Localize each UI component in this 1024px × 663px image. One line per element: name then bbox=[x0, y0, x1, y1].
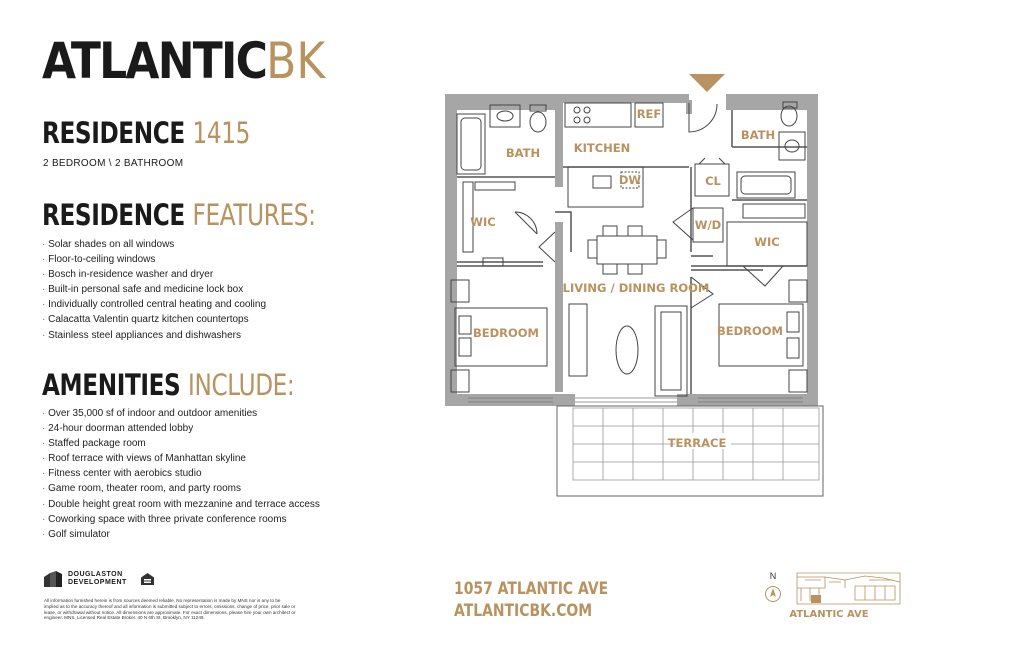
feature-item: · Floor-to-ceiling windows bbox=[42, 252, 266, 267]
room-label-bath-left: BATH bbox=[505, 146, 541, 160]
legal-disclaimer: All information furnished herein is from sources deemed reliable. No representation is made by MNS nor is any to be implied as to the accuracy thereof and all information is submitted subject to errors, omissions, change of price, prior sale or lease, or withdrawal without notice. All dimensions are approximate. For exact dimensions, please hire your own architect or engineer. MNS, Licensed Real Estate Broker. 40 N 6th St, Brooklyn, NY 11249. bbox=[44, 598, 296, 621]
street-address: 1057 ATLANTIC AVE bbox=[454, 579, 609, 599]
features-heading-accent: FEATURES: bbox=[192, 198, 316, 232]
feature-item: · Calacatta Valentin quartz kitchen countertops bbox=[42, 312, 266, 327]
room-label-wd: W/D bbox=[694, 218, 722, 232]
developer-name-line1: DOUGLASTON bbox=[68, 571, 123, 578]
amenity-item: · Fitness center with aerobics studio bbox=[42, 466, 320, 481]
amenities-heading bbox=[42, 368, 295, 402]
douglaston-logo-icon bbox=[44, 571, 62, 587]
entry-marker-icon bbox=[689, 74, 725, 92]
features-list bbox=[42, 237, 266, 343]
room-label-wic-right: WIC bbox=[754, 235, 780, 249]
amenity-item: · Double height great room with mezzanine and terrace access bbox=[42, 497, 320, 512]
north-label: N bbox=[769, 571, 777, 581]
room-label-bedroom-right: BEDROOM bbox=[716, 324, 784, 338]
room-label-cl: CL bbox=[705, 174, 721, 188]
room-label-ref: REF bbox=[636, 107, 662, 121]
feature-item: · Stainless steel appliances and dishwashers bbox=[42, 328, 266, 343]
feature-item: · Solar shades on all windows bbox=[42, 237, 266, 252]
room-label-terrace: TERRACE bbox=[667, 436, 727, 450]
amenities-heading-main: AMENITIES bbox=[42, 368, 181, 402]
room-label-bedroom-left: BEDROOM bbox=[472, 326, 540, 340]
features-heading-main: RESIDENCE bbox=[42, 198, 185, 232]
location-map bbox=[765, 568, 910, 624]
compass-icon bbox=[766, 587, 781, 602]
brand-logo bbox=[42, 32, 326, 90]
amenity-item: · Staffed package room bbox=[42, 436, 320, 451]
floor-plan bbox=[443, 72, 828, 502]
amenities-heading-accent: INCLUDE: bbox=[188, 368, 295, 402]
website: ATLANTICBK.COM bbox=[454, 601, 593, 621]
developer-logos bbox=[44, 571, 154, 587]
brand-main: ATLANTIC bbox=[42, 32, 267, 90]
residence-label: RESIDENCE bbox=[42, 116, 185, 150]
feature-item: · Individually controlled central heating and cooling bbox=[42, 297, 266, 312]
brand-accent: BK bbox=[266, 32, 326, 90]
features-heading bbox=[42, 198, 316, 232]
developer-name-line2: DEVELOPMENT bbox=[68, 579, 127, 586]
amenity-item: · Game room, theater room, and party rooms bbox=[42, 481, 320, 496]
feature-item: · Built-in personal safe and medicine lock box bbox=[42, 282, 266, 297]
amenity-item: · Golf simulator bbox=[42, 527, 320, 542]
residence-number: 1415 bbox=[192, 116, 250, 150]
amenity-item: · Roof terrace with views of Manhattan skyline bbox=[42, 451, 320, 466]
room-label-wic-left: WIC bbox=[470, 215, 496, 229]
amenities-list bbox=[42, 406, 320, 542]
residence-title bbox=[42, 116, 250, 150]
feature-item: · Bosch in-residence washer and dryer bbox=[42, 267, 266, 282]
laundry-wic-right bbox=[673, 204, 807, 286]
amenity-item: · 24-hour doorman attended lobby bbox=[42, 421, 320, 436]
room-label-dw: DW bbox=[618, 173, 642, 187]
amenity-item: · Coworking space with three private conference rooms bbox=[42, 512, 320, 527]
site-marker bbox=[811, 595, 821, 603]
address-block bbox=[454, 578, 608, 622]
terrace bbox=[557, 406, 823, 496]
map-street-label: ATLANTIC AVE bbox=[789, 609, 869, 620]
room-label-bath-right: BATH bbox=[740, 128, 776, 142]
living-dining-furniture bbox=[539, 226, 713, 396]
left-bath-fixtures bbox=[457, 105, 546, 174]
equal-housing-icon bbox=[141, 573, 154, 585]
residence-subtitle: 2 BEDROOM \ 2 BATHROOM bbox=[43, 158, 184, 169]
developer-name bbox=[68, 571, 127, 587]
amenity-item: · Over 35,000 sf of indoor and outdoor amenities bbox=[42, 406, 320, 421]
room-label-kitchen: KITCHEN bbox=[573, 141, 631, 155]
room-label-living: LIVING / DINING ROOM bbox=[562, 281, 710, 295]
